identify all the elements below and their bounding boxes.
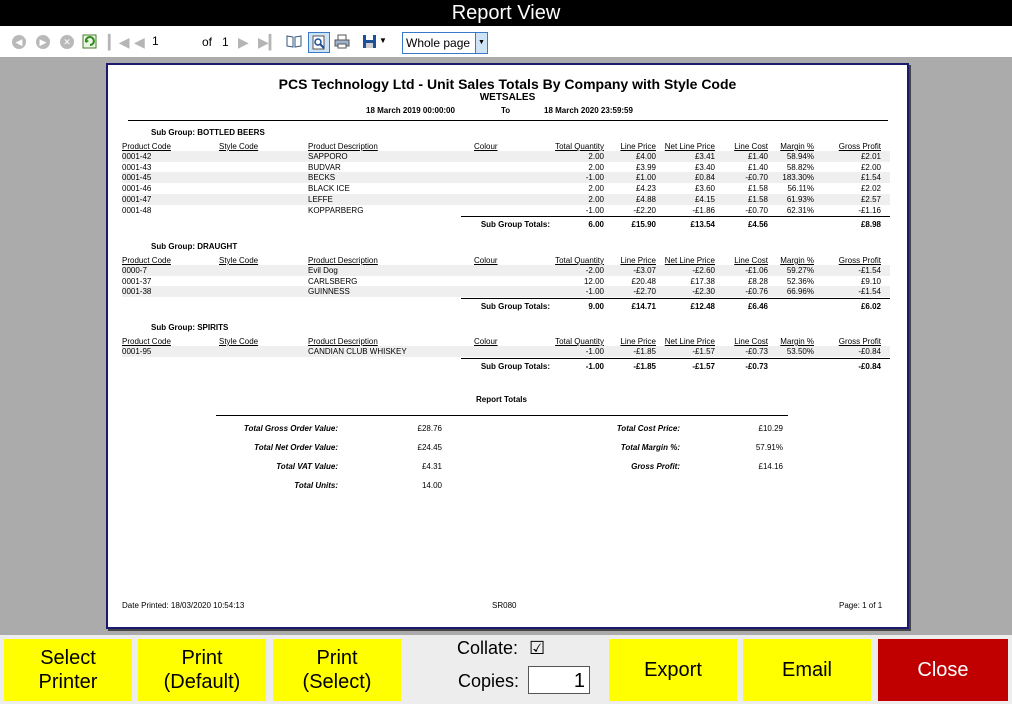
- table-cell: 2.00: [588, 152, 604, 161]
- table-row: [122, 286, 890, 297]
- table-cell: 59.27%: [786, 266, 814, 275]
- column-header: Line Price: [620, 337, 656, 346]
- table-row: [122, 151, 890, 162]
- print-select-button[interactable]: [273, 639, 401, 701]
- date-printed: Date Printed: 18/03/2020 10:54:13: [122, 601, 245, 610]
- zoom-select[interactable]: [402, 32, 488, 54]
- table-cell: 0001-47: [122, 194, 152, 204]
- table-cell: 0001-46: [122, 184, 152, 194]
- column-header: Colour: [474, 337, 498, 346]
- table-cell: £1.40: [747, 152, 768, 161]
- table-cell: £2.00: [860, 162, 881, 172]
- table-cell: 0001-45: [122, 173, 152, 183]
- copies-label: Copies:: [458, 671, 520, 691]
- action-bar: [0, 635, 1012, 704]
- report-toolbar: [0, 26, 1012, 58]
- subtotal-cell: £14.71: [631, 302, 656, 312]
- table-cell: -£1.86: [692, 205, 715, 215]
- column-header: Product Description: [308, 256, 378, 265]
- table-row: [122, 346, 890, 357]
- table-cell: 0001-37: [122, 276, 152, 286]
- zoom-value: Whole page: [406, 36, 471, 50]
- printer-icon[interactable]: [334, 34, 350, 49]
- table-cell: £1.58: [747, 184, 768, 194]
- table-row: [122, 194, 890, 205]
- column-header: Total Quantity: [555, 142, 604, 151]
- subtotal-cell: -£1.57: [692, 361, 715, 371]
- column-header: Net Line Price: [664, 142, 715, 151]
- subtotal-cell: -£0.73: [745, 361, 768, 371]
- table-cell: £4.23: [635, 184, 656, 194]
- table-cell: -£0.84: [858, 347, 881, 356]
- report-page: [106, 63, 909, 629]
- chevron-down-icon[interactable]: ▼: [475, 33, 487, 53]
- subtotal-cell: -1.00: [585, 361, 604, 371]
- report-date-from: 18 March 2019 00:00:00: [366, 106, 455, 115]
- total-label: Total Margin %:: [620, 443, 680, 452]
- column-header: Product Code: [122, 142, 171, 151]
- subtotal-cell: -£0.84: [858, 361, 881, 371]
- page-total: 1: [222, 35, 229, 49]
- table-cell: £2.02: [860, 184, 881, 194]
- table-cell: Evil Dog: [308, 266, 338, 275]
- table-cell: -£2.70: [633, 287, 656, 297]
- table-cell: £3.99: [635, 162, 656, 172]
- refresh-icon[interactable]: [82, 34, 97, 49]
- table-row: [122, 172, 890, 183]
- total-label: Total VAT Value:: [276, 462, 338, 471]
- export-button[interactable]: Export: [609, 639, 737, 701]
- back-icon[interactable]: ◀: [12, 35, 26, 49]
- table-cell: 62.31%: [786, 205, 814, 215]
- table-cell: GUINNESS: [308, 287, 350, 297]
- forward-icon[interactable]: ▶: [36, 35, 50, 49]
- table-cell: £17.38: [690, 276, 715, 286]
- collate-label: Collate:: [457, 638, 519, 658]
- total-value: £4.31: [421, 462, 442, 471]
- column-header: Gross Profit: [838, 256, 881, 265]
- total-label: Total Net Order Value:: [254, 443, 338, 452]
- table-cell: -£2.20: [633, 205, 656, 215]
- table-cell: -£2.30: [692, 287, 715, 297]
- table-cell: -1.00: [585, 173, 604, 183]
- table-cell: SAPPORO: [308, 152, 348, 161]
- table-cell: -£2.60: [692, 266, 715, 275]
- subtotal-cell: £4.56: [747, 220, 768, 230]
- group-heading: Sub Group: DRAUGHT: [151, 242, 238, 251]
- document-map-icon[interactable]: [286, 34, 302, 49]
- total-label: Total Units:: [294, 481, 338, 490]
- column-header: Line Cost: [734, 256, 768, 265]
- column-header: Line Cost: [734, 142, 768, 151]
- total-label: Gross Profit:: [631, 462, 680, 471]
- table-cell: £20.48: [631, 276, 656, 286]
- table-cell: -£0.73: [745, 347, 768, 356]
- total-value: £14.16: [758, 462, 783, 471]
- table-cell: BLACK ICE: [308, 184, 350, 194]
- total-value: £10.29: [758, 424, 783, 433]
- column-header: Net Line Price: [664, 337, 715, 346]
- select-printer-button[interactable]: [4, 639, 132, 701]
- table-cell: 0001-95: [122, 347, 152, 356]
- table-cell: 56.11%: [787, 184, 814, 194]
- subtotal-cell: £8.98: [860, 220, 881, 230]
- table-cell: 53.50%: [786, 347, 814, 356]
- total-label: Total Gross Order Value:: [243, 424, 338, 433]
- column-header: Style Code: [219, 142, 259, 151]
- table-cell: 2.00: [588, 194, 604, 204]
- table-cell: -£0.70: [745, 173, 768, 183]
- subtotal-divider: [461, 216, 890, 217]
- table-cell: -1.00: [585, 347, 604, 356]
- subtotal-cell: £13.54: [690, 220, 715, 230]
- collate-checkbox[interactable]: ☑: [529, 638, 546, 658]
- table-cell: BUDVAR: [308, 162, 341, 172]
- close-button[interactable]: Close: [878, 639, 1008, 701]
- report-viewer[interactable]: [0, 57, 1012, 635]
- table-cell: £4.15: [694, 194, 715, 204]
- column-header: Style Code: [219, 256, 259, 265]
- report-to-label: To: [501, 106, 511, 115]
- table-cell: CARLSBERG: [308, 276, 358, 286]
- table-cell: £3.60: [694, 184, 715, 194]
- first-page-icon[interactable]: ▎◀: [108, 34, 130, 50]
- column-header: Line Cost: [734, 337, 768, 346]
- table-cell: -1.00: [585, 287, 604, 297]
- table-cell: £1.40: [747, 162, 768, 172]
- column-header: Gross Profit: [838, 337, 881, 346]
- email-button[interactable]: Email: [743, 639, 871, 701]
- table-row: [122, 183, 890, 194]
- column-header: Gross Profit: [838, 142, 881, 151]
- table-cell: 52.36%: [786, 276, 814, 286]
- column-header: Colour: [474, 142, 498, 151]
- print-default-button[interactable]: [138, 639, 266, 701]
- column-header: Margin %: [780, 142, 814, 151]
- group-heading: Sub Group: SPIRITS: [151, 323, 229, 332]
- stop-icon[interactable]: ✕: [60, 35, 74, 49]
- subtotal-cell: £12.48: [690, 302, 715, 312]
- table-cell: 183.30%: [782, 173, 814, 183]
- report-code: SR080: [492, 601, 517, 610]
- subtotal-cell: -£1.85: [633, 361, 656, 371]
- group-heading: Sub Group: BOTTLED BEERS: [151, 128, 265, 137]
- column-header: Total Quantity: [555, 337, 604, 346]
- table-cell: -£1.85: [633, 347, 656, 356]
- total-label: Total Cost Price:: [616, 424, 680, 433]
- table-cell: -£1.06: [745, 266, 768, 275]
- save-icon[interactable]: [362, 34, 378, 49]
- print-default-label: Print (Default): [163, 647, 241, 693]
- table-cell: -£1.16: [858, 205, 881, 215]
- column-header: Colour: [474, 256, 498, 265]
- table-cell: £4.88: [635, 194, 656, 204]
- table-cell: -£1.54: [858, 266, 881, 275]
- table-cell: £1.54: [860, 173, 881, 183]
- table-cell: 58.94%: [786, 152, 814, 161]
- print-layout-icon[interactable]: [308, 32, 330, 53]
- table-cell: -£0.76: [745, 287, 768, 297]
- report-totals-divider: [216, 415, 788, 416]
- window-title: Report View: [0, 0, 1012, 26]
- table-cell: 2.00: [588, 162, 604, 172]
- column-header: Line Price: [620, 142, 656, 151]
- table-cell: 0001-38: [122, 287, 152, 297]
- table-cell: £1.00: [635, 173, 656, 183]
- table-cell: -2.00: [585, 266, 604, 275]
- column-header: Margin %: [780, 256, 814, 265]
- report-subtitle: WETSALES: [479, 92, 536, 103]
- next-page-icon[interactable]: ▶: [238, 34, 249, 50]
- copies-input[interactable]: 1: [528, 666, 590, 694]
- last-page-icon[interactable]: ▶▎: [258, 34, 280, 50]
- page-indicator: Page: 1 of 1: [839, 601, 883, 610]
- subtotal-divider: [461, 298, 890, 299]
- subtotal-cell: 6.00: [588, 220, 604, 230]
- column-header: Product Code: [122, 256, 171, 265]
- table-cell: -£0.70: [745, 205, 768, 215]
- table-cell: -£1.54: [858, 287, 881, 297]
- select-printer-label: Select Printer: [38, 647, 98, 693]
- subtotal-cell: £6.46: [747, 302, 768, 312]
- table-cell: CANDIAN CLUB WHISKEY: [308, 347, 407, 356]
- print-select-label: Print (Select): [302, 647, 372, 693]
- column-header: Style Code: [219, 337, 259, 346]
- subtotal-divider: [461, 358, 890, 359]
- table-cell: 2.00: [588, 184, 604, 194]
- report-title: PCS Technology Ltd - Unit Sales Totals By Company with Style Code: [278, 76, 737, 92]
- table-cell: £4.00: [635, 152, 656, 161]
- table-cell: £8.28: [747, 276, 768, 286]
- subtotal-label: Sub Group Totals:: [480, 361, 550, 371]
- column-header: Product Description: [308, 337, 378, 346]
- subtotal-label: Sub Group Totals:: [480, 302, 550, 312]
- table-cell: BECKS: [308, 173, 336, 183]
- table-cell: 0001-43: [122, 162, 152, 172]
- table-cell: -1.00: [585, 205, 604, 215]
- table-cell: £9.10: [860, 276, 881, 286]
- table-cell: £3.41: [694, 152, 715, 161]
- column-header: Net Line Price: [664, 256, 715, 265]
- subtotal-cell: £6.02: [860, 302, 881, 312]
- table-cell: £2.01: [860, 152, 881, 161]
- subtotal-cell: 9.00: [588, 302, 604, 312]
- column-header: Product Description: [308, 142, 378, 151]
- table-row: [122, 162, 890, 173]
- report-date-to: 18 March 2020 23:59:59: [544, 106, 633, 115]
- page-of-label: of: [202, 35, 213, 49]
- total-value: £28.76: [417, 424, 442, 433]
- column-header: Margin %: [780, 337, 814, 346]
- table-cell: -£3.07: [633, 266, 656, 275]
- table-cell: 0000-7: [122, 266, 147, 275]
- table-row: [122, 276, 890, 287]
- table-cell: 61.93%: [786, 194, 814, 204]
- table-cell: 0001-42: [122, 152, 152, 161]
- column-header: Total Quantity: [555, 256, 604, 265]
- report-totals-heading: Report Totals: [476, 395, 527, 404]
- table-cell: KOPPARBERG: [308, 205, 364, 215]
- table-cell: 12.00: [583, 276, 604, 286]
- page-number-input[interactable]: 1: [152, 34, 159, 48]
- total-value: 14.00: [421, 481, 442, 490]
- total-value: £24.45: [417, 443, 442, 452]
- table-cell: 58.82%: [786, 162, 814, 172]
- title-divider: [128, 120, 888, 121]
- table-cell: £1.58: [747, 194, 768, 204]
- save-dropdown-icon[interactable]: ▼: [379, 36, 387, 45]
- column-header: Product Code: [122, 337, 171, 346]
- table-cell: 66.96%: [786, 287, 814, 297]
- table-cell: LEFFE: [308, 194, 333, 204]
- table-cell: £0.84: [694, 173, 715, 183]
- table-cell: £3.40: [694, 162, 715, 172]
- total-value: 57.91%: [755, 443, 783, 452]
- previous-page-icon[interactable]: ◀: [134, 34, 145, 50]
- table-row: [122, 205, 890, 216]
- table-row: [122, 265, 890, 276]
- subtotal-cell: £15.90: [631, 220, 656, 230]
- table-cell: -£1.57: [692, 347, 715, 356]
- subtotal-label: Sub Group Totals:: [480, 220, 550, 230]
- table-cell: £2.57: [860, 194, 881, 204]
- column-header: Line Price: [620, 256, 656, 265]
- table-cell: 0001-48: [122, 205, 152, 215]
